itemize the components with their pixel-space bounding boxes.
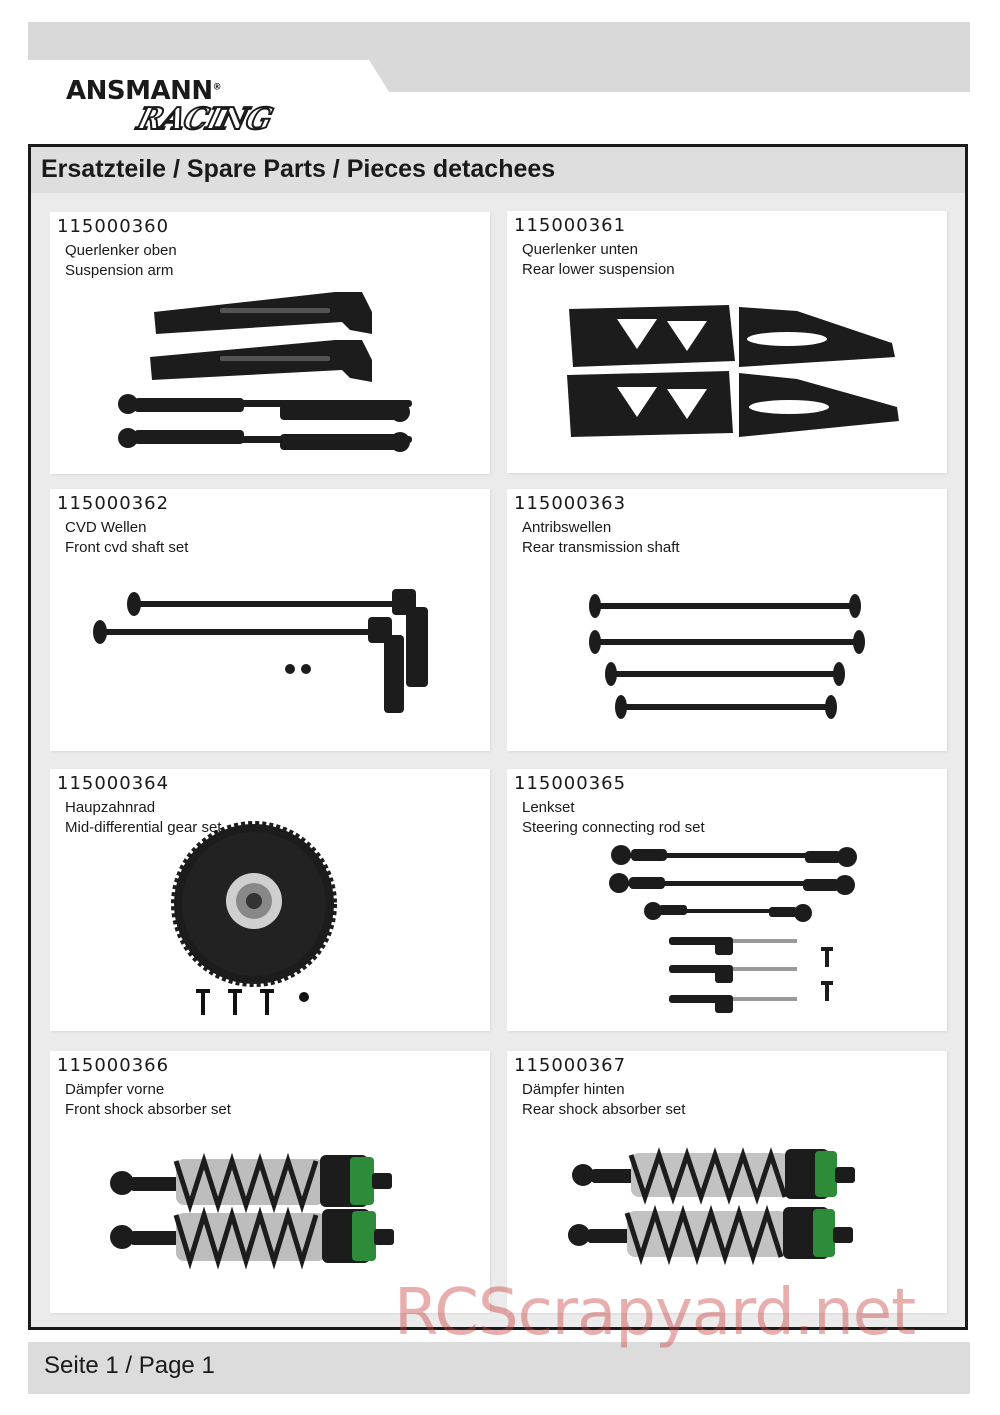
part-number: 115000367 — [514, 1055, 627, 1076]
drive-shafts-image — [507, 489, 947, 751]
part-name-de: Querlenker unten — [522, 241, 638, 258]
steering-rods-image — [507, 769, 947, 1031]
brand-racing: RACING — [133, 102, 276, 137]
part-name-en: Rear shock absorber set — [522, 1101, 686, 1118]
spare-parts-frame — [28, 144, 968, 1330]
part-name-de: CVD Wellen — [65, 519, 147, 536]
part-card — [507, 211, 947, 473]
part-number: 115000360 — [57, 216, 170, 237]
watermark: RCScrapyard.net — [394, 1276, 916, 1350]
part-number: 115000362 — [57, 493, 170, 514]
part-name-de: Haupzahnrad — [65, 799, 156, 816]
spur-gear-image — [50, 769, 490, 1031]
cvd-shafts-image — [50, 489, 490, 751]
part-card — [507, 489, 947, 751]
lower-suspension-arms-image — [507, 211, 947, 473]
front-shocks-image — [50, 1051, 490, 1313]
part-card — [50, 212, 490, 474]
part-name-de: Dämpfer vorne — [65, 1081, 165, 1098]
part-number: 115000364 — [57, 773, 170, 794]
part-number: 115000365 — [514, 773, 627, 794]
section-title: Ersatzteile / Spare Parts / Pieces detachees — [31, 147, 965, 193]
part-number: 115000363 — [514, 493, 627, 514]
part-name-de: Dämpfer hinten — [522, 1081, 625, 1098]
part-name-en: Front shock absorber set — [65, 1101, 231, 1118]
part-number: 115000366 — [57, 1055, 170, 1076]
rear-shocks-image — [507, 1051, 947, 1313]
part-card — [50, 1051, 490, 1313]
part-number: 115000361 — [514, 215, 627, 236]
brand-name: ANSMANN® — [66, 76, 222, 106]
part-name-en: Steering connecting rod set — [522, 819, 705, 836]
part-card — [507, 1051, 947, 1313]
upper-suspension-arms-image — [50, 212, 490, 474]
page-number: Seite 1 / Page 1 — [44, 1352, 215, 1379]
part-name-de: Antribswellen — [522, 519, 612, 536]
part-name-de: Lenkset — [522, 799, 575, 816]
part-card — [50, 489, 490, 751]
part-name-en: Front cvd shaft set — [65, 539, 189, 556]
part-name-en: Mid-differential gear set — [65, 819, 222, 836]
part-card — [50, 769, 490, 1031]
part-name-de: Querlenker oben — [65, 242, 177, 259]
part-name-en: Rear lower suspension — [522, 261, 675, 278]
ansmann-racing-logo — [66, 76, 276, 138]
part-card — [507, 769, 947, 1031]
part-name-en: Rear transmission shaft — [522, 539, 680, 556]
part-name-en: Suspension arm — [65, 262, 174, 279]
